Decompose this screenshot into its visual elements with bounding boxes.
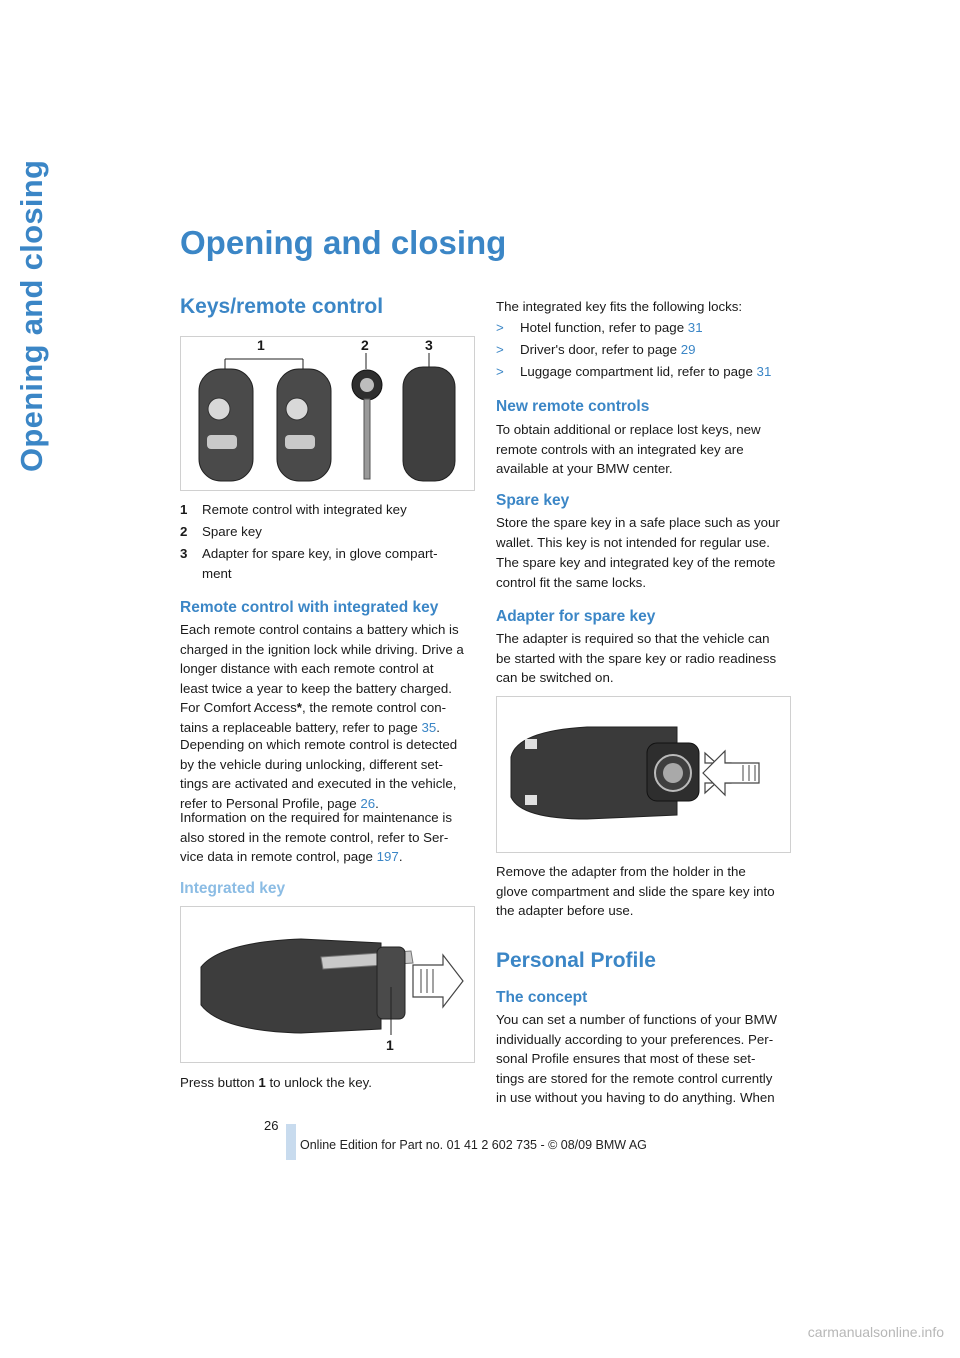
lock-item-2: > Driver's door, refer to page 29: [496, 342, 696, 357]
adapter-illustration: [497, 697, 790, 852]
integrated-key-illustration: [181, 907, 474, 1062]
keys-figure: [180, 336, 475, 491]
adapter-paragraph: The adapter is required so that the vehicle can be started with the spare key or radio readiness can be switched on.: [496, 631, 777, 685]
locks-intro: The integrated key fits the following locks:: [496, 299, 743, 314]
concept-paragraph: You can set a number of functions of your BMW individually according to your preferences. Per- sonal Profile ensures that most of these set- tings are stored for the remote control currently in use without you having to do anything. When: [496, 1012, 778, 1105]
personal-profile-heading: Personal Profile: [496, 949, 656, 972]
remote-paragraph-3: Information on the required for maintenance is also stored in the remote control, refer to Ser- vice data in remote control, page 197.: [180, 810, 453, 864]
spare-key-paragraph-2: The spare key and integrated key of the remote control fit the same locks.: [496, 555, 776, 590]
fig1-label-3: 3: [425, 337, 433, 353]
adapter-figure: [496, 696, 791, 853]
new-remote-heading: New remote controls: [496, 398, 650, 415]
page-title: Opening and closing: [180, 224, 507, 261]
legend-item-3: 3 Adapter for spare key, in glove compart- ment: [180, 546, 438, 581]
spare-key-heading: Spare key: [496, 492, 570, 509]
integrated-key-heading: Integrated key: [180, 880, 286, 897]
page-link-26[interactable]: 26: [360, 795, 376, 811]
fig2-label-1: 1: [386, 1037, 394, 1053]
adapter-heading: Adapter for spare key: [496, 608, 656, 625]
legend-item-2: 2 Spare key: [180, 524, 262, 539]
remove-adapter-paragraph: Remove the adapter from the holder in the glove compartment and slide the spare key into the adapter before use.: [496, 864, 775, 918]
remote-paragraph-1: Each remote control contains a battery which is charged in the ignition lock while driving. Drive a longer distance with each remote control at least twice a year to keep the battery charged. For Comfort Access*, the remote control con- tains a replaceable battery, refer to page 35.: [180, 622, 464, 735]
page-number: 26: [264, 1118, 279, 1133]
page-link-31b[interactable]: 31: [756, 364, 772, 379]
page-link-197[interactable]: 197: [376, 849, 399, 864]
watermark: carmanualsonline.info: [807, 1324, 944, 1340]
footer-bar: [286, 1124, 296, 1160]
press-button-text: Press button 1 to unlock the key.: [180, 1075, 372, 1090]
page-link-35[interactable]: 35: [421, 719, 437, 735]
lock-item-1: > Hotel function, refer to page 31: [496, 320, 703, 335]
keys-illustration: [181, 337, 474, 490]
page-link-29[interactable]: 29: [680, 342, 696, 357]
remote-paragraph-2: Depending on which remote control is detected by the vehicle during unlocking, different set- tings are activated and executed in the vehicle, refer to Personal Profile, page 26.: [180, 737, 458, 811]
keys-heading: Keys/remote control: [180, 295, 384, 318]
side-tab: Opening and closing: [14, 160, 49, 473]
new-remote-paragraph: To obtain additional or replace lost keys, new remote controls with an integrated key are available at your BMW center.: [496, 422, 761, 476]
integrated-key-figure: [180, 906, 475, 1063]
fig1-label-1: 1: [257, 337, 265, 353]
page-link-31[interactable]: 31: [687, 320, 703, 335]
lock-item-3: > Luggage compartment lid, refer to page 31: [496, 364, 772, 379]
legend-item-1: 1 Remote control with integrated key: [180, 502, 407, 517]
remote-heading: Remote control with integrated key: [180, 599, 439, 616]
fig1-label-2: 2: [361, 337, 369, 353]
footer-text: Online Edition for Part no. 01 41 2 602 735 - © 08/09 BMW AG: [300, 1138, 647, 1152]
spare-key-paragraph-1: Store the spare key in a safe place such as your wallet. This key is not intended for regular use.: [496, 515, 780, 550]
concept-heading: The concept: [496, 989, 588, 1006]
